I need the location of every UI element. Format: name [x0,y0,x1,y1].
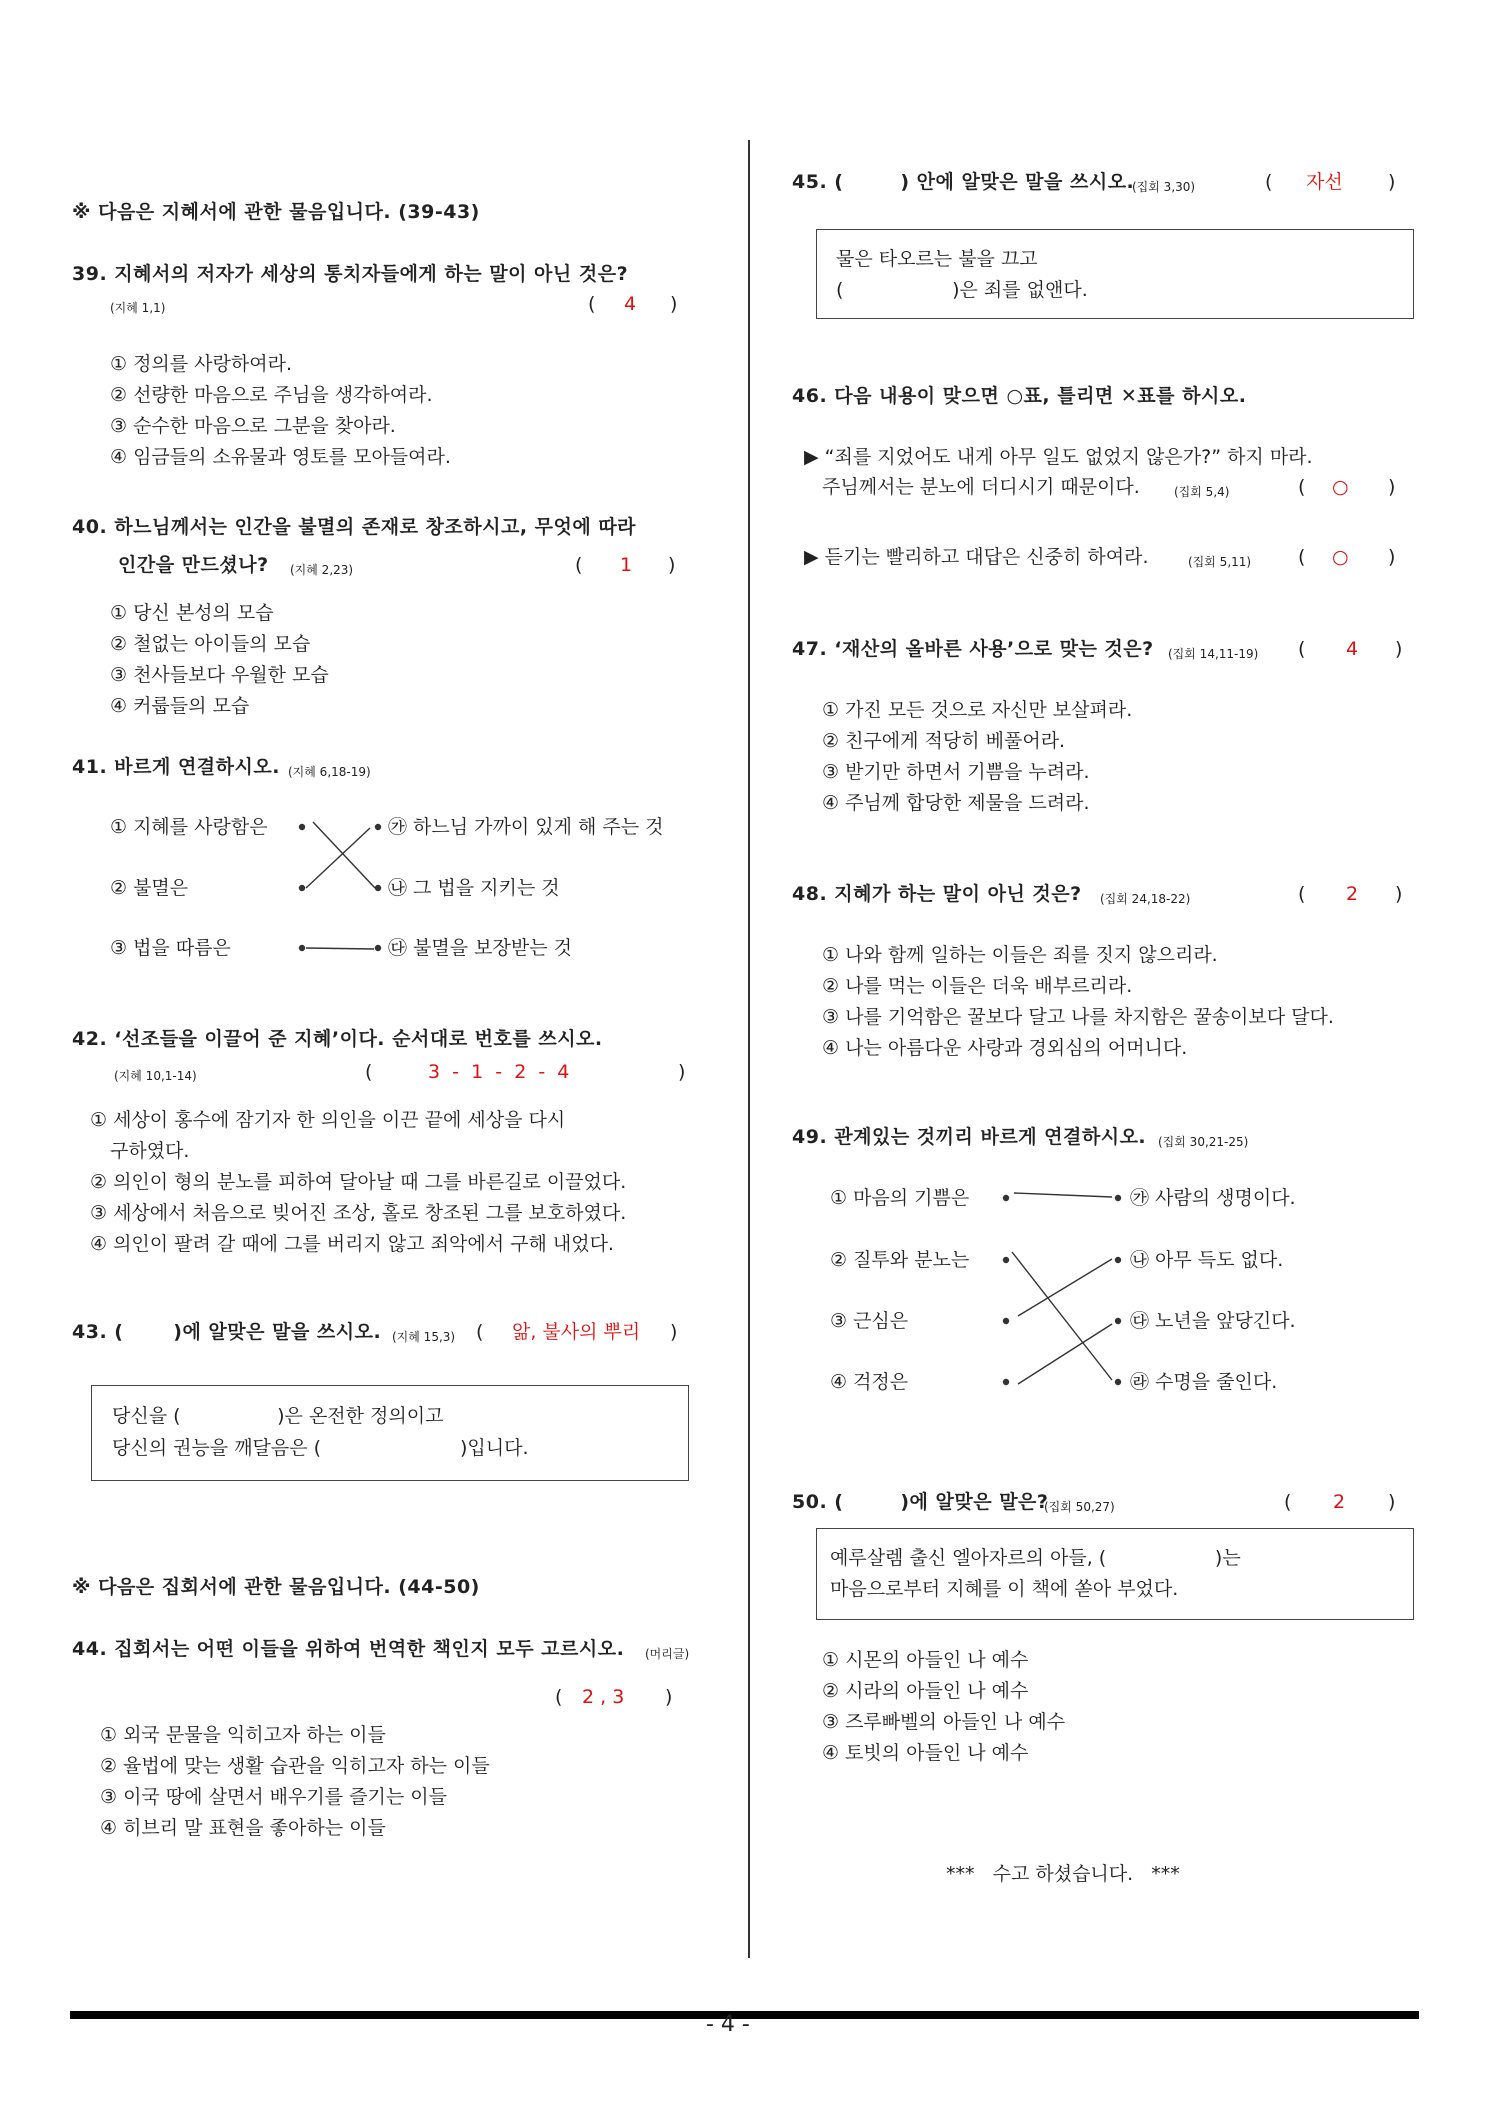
q40-option-2: ② 철없는 아이들의 모습 [110,633,311,655]
answer-40[interactable]: 1 [620,554,633,576]
q49-dot-left-2 [1004,1258,1009,1263]
question-47: 47. ‘재산의 올바른 사용’으로 맞는 것은? [792,638,1154,660]
q39-option-4: ④ 임금들의 소유물과 영토를 모아들여라. [110,446,451,468]
question-48-ref: (집회 24,18-22) [1100,892,1191,906]
q49-left-2: ② 질투와 분노는 [830,1249,970,1271]
q46-statement-1a: ▶ “죄를 지었어도 내게 아무 일도 없었지 않은가?” 하지 마라. [804,446,1313,468]
q41-dot-right-2 [376,886,381,891]
answer-40-close: ) [668,554,676,576]
answer-46-1-close: ) [1388,476,1396,498]
question-43: 43. ( )에 알맞은 말을 쓰시오. [72,1321,382,1343]
answer-48-open: ( [1298,883,1306,905]
answer-42[interactable]: 3 - 1 - 2 - 4 [428,1061,570,1083]
q49-dot-right-3 [1116,1319,1121,1324]
q42-option-4: ④ 의인이 팔려 갈 때에 그를 버리지 않고 죄악에서 구해 내었다. [90,1233,614,1255]
q48-option-4: ④ 나는 아름다운 사랑과 경외심의 어머니다. [822,1037,1188,1059]
q39-option-2: ② 선량한 마음으로 주님을 생각하여라. [110,384,433,406]
q39-option-3: ③ 순수한 마음으로 그분을 찾아라. [110,415,396,437]
page-number: - 4 - [706,2012,750,2037]
q48-option-1: ① 나와 함께 일하는 이들은 죄를 짓지 않으리라. [822,944,1218,966]
answer-50[interactable]: 2 [1333,1491,1346,1513]
q49-right-2: ㉯ 아무 득도 없다. [1130,1249,1284,1271]
q42-option-3: ③ 세상에서 처음으로 빚어진 조상, 홀로 창조된 그를 보호하였다. [90,1202,627,1224]
question-40-line1: 40. 하느님께서는 인간을 불멸의 존재로 창조하시고, 무엇에 따라 [72,516,637,538]
answer-50-open: ( [1284,1491,1292,1513]
answer-43-close: ) [670,1321,678,1343]
answer-46-2[interactable]: ○ [1332,546,1349,568]
q49-left-3: ③ 근심은 [830,1310,909,1332]
answer-39-close: ) [670,293,678,315]
question-45-ref: (집회 3,30) [1132,180,1196,194]
q49-dot-right-2 [1116,1258,1121,1263]
answer-46-1[interactable]: ○ [1332,476,1349,498]
question-47-ref: (집회 14,11-19) [1168,647,1259,661]
q41-link-2 [306,828,370,888]
question-50: 50. ( )에 알맞은 말은? [792,1491,1049,1513]
q47-option-4: ④ 주님께 합당한 제물을 드려라. [822,792,1090,814]
answer-47-close: ) [1395,638,1403,660]
question-48: 48. 지혜가 하는 말이 아닌 것은? [792,883,1082,905]
section-heading-sirach: ※ 다음은 집회서에 관한 물음입니다. (44-50) [72,1576,480,1598]
question-44: 44. 집회서는 어떤 이들을 위하여 번역한 책인지 모두 고르시오. [72,1638,625,1660]
answer-46-2-open: ( [1298,546,1306,568]
q41-left-1: ① 지혜를 사랑함은 [110,816,268,838]
answer-44-open: ( [555,1686,563,1708]
answer-45-open: ( [1265,171,1273,193]
q49-right-1: ㉮ 사람의 생명이다. [1130,1187,1296,1209]
question-43-ref: (지혜 15,3) [392,1330,456,1344]
q42-option-1: ① 세상이 홍수에 잠기자 한 의인을 이끈 끝에 세상을 다시 [90,1109,566,1131]
answer-46-2-close: ) [1388,546,1396,568]
q47-option-2: ② 친구에게 적당히 베풀어라. [822,730,1066,752]
answer-43[interactable]: 앎, 불사의 뿌리 [512,1321,641,1343]
q49-right-4: ㉱ 수명을 줄인다. [1130,1371,1278,1393]
q48-option-3: ③ 나를 기억함은 꿀보다 달고 나를 차지함은 꿀송이보다 달다. [822,1006,1334,1028]
answer-46-1-open: ( [1298,476,1306,498]
question-40-line2: 인간을 만드셨나? [118,554,269,576]
q47-option-1: ① 가진 모든 것으로 자신만 보살펴라. [822,699,1133,721]
q46-statement-2-ref: (집회 5,11) [1188,555,1252,569]
q49-left-1: ① 마음의 기쁨은 [830,1187,970,1209]
question-45: 45. ( ) 안에 알맞은 말을 쓰시오. [792,171,1135,193]
q41-dot-left-2 [300,886,305,891]
q48-option-2: ② 나를 먹는 이들은 더욱 배부르리라. [822,975,1133,997]
question-41: 41. 바르게 연결하시오. [72,756,280,778]
answer-48-close: ) [1395,883,1403,905]
question-46: 46. 다음 내용이 맞으면 ○표, 틀리면 ✕표를 하시오. [792,385,1247,407]
q46-statement-2: ▶ 듣기는 빨리하고 대답은 신중히 하여라. [804,546,1149,568]
q49-dot-right-4 [1116,1380,1121,1385]
question-39-ref: (지혜 1,1) [110,301,166,315]
q39-option-1: ① 정의를 사랑하여라. [110,353,292,375]
q49-dot-left-4 [1004,1380,1009,1385]
q50-option-1: ① 시몬의 아들인 나 예수 [822,1649,1029,1671]
q44-option-2: ② 율법에 맞는 생활 습관을 익히고자 하는 이들 [100,1755,490,1777]
q42-option-1-cont: 구하였다. [110,1140,190,1162]
q41-left-2: ② 불멸은 [110,877,189,899]
answer-44-close: ) [665,1686,673,1708]
question-44-ref: (머리글) [645,1647,690,1661]
question-49: 49. 관계있는 것끼리 바르게 연결하시오. [792,1126,1147,1148]
question-50-ref: (집회 50,27) [1044,1500,1115,1514]
q50-option-3: ③ 즈루빠벨의 아들인 나 예수 [822,1711,1066,1733]
q43-passage-line2: 당신의 권능을 깨달음은 ( )입니다. [112,1437,529,1459]
q41-dot-right-1 [376,825,381,830]
answer-48[interactable]: 2 [1346,883,1359,905]
q41-dot-left-3 [300,946,305,951]
q49-link-2 [1012,1252,1112,1380]
q40-option-1: ① 당신 본성의 모습 [110,602,274,624]
question-42: 42. ‘선조들을 이끌어 준 지혜’이다. 순서대로 번호를 쓰시오. [72,1028,603,1050]
answer-39[interactable]: 4 [624,293,637,315]
q50-passage-line1: 예루살렘 출신 엘아자르의 아들, ( )는 [830,1547,1241,1569]
q49-link-3 [1018,1259,1112,1316]
answer-43-open: ( [476,1321,484,1343]
answer-44[interactable]: 2 , 3 [582,1686,625,1708]
q49-link-4 [1018,1324,1112,1384]
q45-passage-line2: ( )은 죄를 없앤다. [836,279,1088,301]
q40-option-4: ④ 커룹들의 모습 [110,695,250,717]
answer-45[interactable]: 자선 [1306,171,1343,193]
q49-dot-left-1 [1004,1196,1009,1201]
q49-link-1 [1014,1193,1112,1197]
q46-statement-1-ref: (집회 5,4) [1174,485,1230,499]
question-49-ref: (집회 30,21-25) [1158,1135,1249,1149]
q41-dot-right-3 [376,946,381,951]
q42-option-2: ② 의인이 형의 분노를 피하여 달아날 때 그를 바른길로 이끌었다. [90,1171,627,1193]
answer-45-close: ) [1388,171,1396,193]
question-41-ref: (지혜 6,18-19) [288,765,371,779]
q50-passage-line2: 마음으로부터 지혜를 이 책에 쏟아 부었다. [830,1578,1179,1600]
q49-dot-left-3 [1004,1319,1009,1324]
answer-42-open: ( [365,1061,373,1083]
q41-right-2: ㉯ 그 법을 지키는 것 [388,877,560,899]
q47-option-3: ③ 받기만 하면서 기쁨을 누려라. [822,761,1090,783]
q41-dot-left-1 [300,825,305,830]
q49-right-3: ㉰ 노년을 앞당긴다. [1130,1310,1296,1332]
q49-left-4: ④ 걱정은 [830,1371,909,1393]
q44-option-3: ③ 이국 땅에 살면서 배우기를 즐기는 이들 [100,1786,447,1808]
q43-passage-line1: 당신을 ( )은 온전한 정의이고 [112,1405,444,1427]
answer-42-close: ) [678,1061,686,1083]
q40-option-3: ③ 천사들보다 우월한 모습 [110,664,329,686]
answer-47[interactable]: 4 [1346,638,1359,660]
question-40-ref: (지혜 2,23) [290,563,354,577]
section-heading-wisdom: ※ 다음은 지혜서에 관한 물음입니다. (39-43) [72,201,480,223]
answer-50-close: ) [1388,1491,1396,1513]
q41-right-1: ㉮ 하느님 가까이 있게 해 주는 것 [388,816,664,838]
closing-message: *** 수고 하셨습니다. *** [946,1863,1180,1885]
question-42-ref: (지혜 10,1-14) [114,1069,197,1083]
q46-statement-1b: 주님께서는 분노에 더디시기 때문이다. [822,476,1140,498]
q44-option-4: ④ 히브리 말 표현을 좋아하는 이들 [100,1817,386,1839]
q41-right-3: ㉰ 불멸을 보장받는 것 [388,937,572,959]
q41-left-3: ③ 법을 따름은 [110,937,231,959]
answer-47-open: ( [1298,638,1306,660]
answer-39-open: ( [588,293,596,315]
q45-passage-line1: 물은 타오르는 불을 끄고 [836,248,1038,270]
q49-dot-right-1 [1116,1196,1121,1201]
q50-option-4: ④ 토빗의 아들인 나 예수 [822,1742,1029,1764]
q41-link-3 [306,948,374,949]
question-39: 39. 지혜서의 저자가 세상의 통치자들에게 하는 말이 아닌 것은? [72,263,629,285]
q50-option-2: ② 시라의 아들인 나 예수 [822,1680,1029,1702]
answer-40-open: ( [575,554,583,576]
q44-option-1: ① 외국 문물을 익히고자 하는 이들 [100,1724,386,1746]
